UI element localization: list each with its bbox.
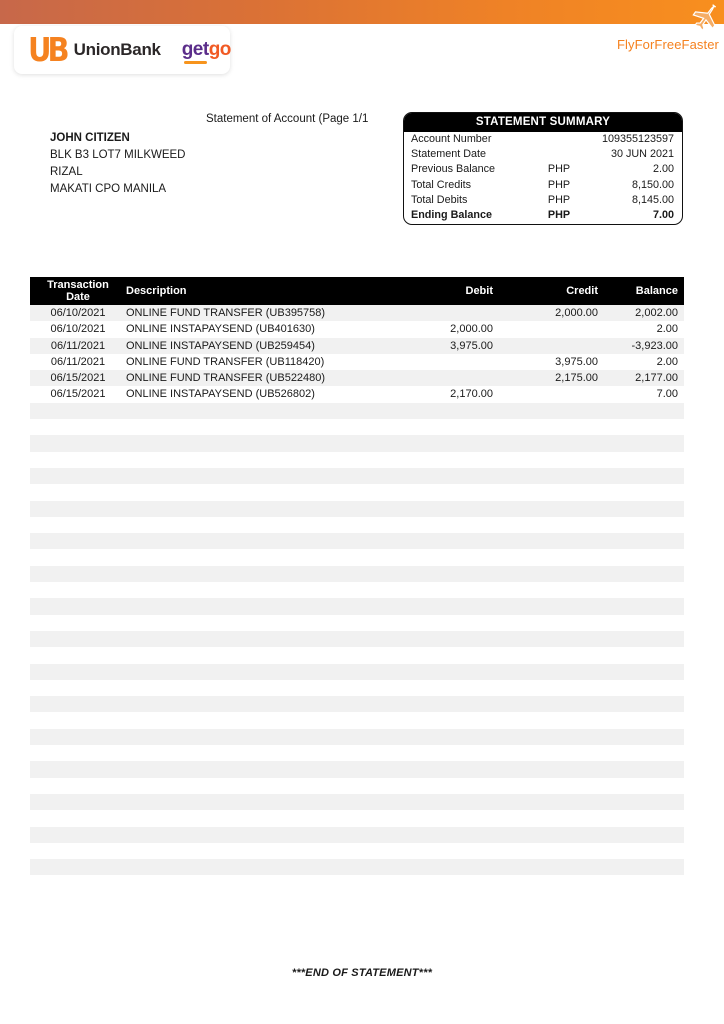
cell-description (126, 696, 348, 712)
cell-transaction-date (30, 517, 126, 533)
table-row (30, 549, 684, 565)
cell-description (126, 680, 348, 696)
cell-credit (493, 386, 598, 402)
cell-debit (348, 696, 493, 712)
cell-description (126, 745, 348, 761)
cell-debit (348, 827, 493, 843)
table-row (30, 501, 684, 517)
summary-value: 30 JUN 2021 (610, 148, 674, 161)
cell-description: ONLINE INSTAPAYSEND (UB259454) (126, 339, 315, 352)
summary-currency: PHP (547, 208, 571, 221)
cell-credit (493, 712, 598, 728)
summary-label: Ending Balance (411, 208, 492, 221)
cell-debit (348, 305, 493, 321)
cell-credit (493, 794, 598, 810)
cell-balance: 2,177.00 (635, 372, 678, 385)
cell-description (126, 435, 348, 451)
cell-transaction-date (30, 598, 126, 614)
summary-row (404, 208, 682, 223)
cell-balance (598, 647, 684, 663)
cell-description (126, 859, 348, 875)
cell-transaction-date: 06/15/2021 (50, 388, 106, 401)
summary-currency (536, 132, 582, 147)
cell-description (126, 566, 348, 582)
cell-credit: 2,175.00 (555, 372, 598, 385)
getgo-logo (182, 39, 231, 61)
table-row (30, 810, 684, 826)
table-row (30, 338, 684, 354)
cell-debit (348, 859, 493, 875)
cell-description: ONLINE FUND TRANSFER (UB118420) (126, 355, 325, 368)
cell-debit (348, 533, 493, 549)
cell-description (126, 712, 348, 728)
end-of-statement-note: ***END OF STATEMENT*** (291, 967, 433, 979)
cell-description (126, 761, 348, 777)
cell-balance (598, 403, 684, 419)
table-row (30, 517, 684, 533)
cell-description (126, 582, 348, 598)
cell-debit (348, 468, 493, 484)
table-row (30, 729, 684, 745)
getgo-underline (184, 61, 207, 64)
cell-debit (348, 712, 493, 728)
table-row (30, 745, 684, 761)
cell-balance (598, 631, 684, 647)
cell-balance: -3,923.00 (631, 339, 678, 352)
summary-label: Total Credits (411, 178, 472, 191)
cell-credit: 2,000.00 (555, 307, 598, 319)
cell-description (126, 827, 348, 843)
summary-value: 109355123597 (601, 133, 674, 145)
table-row (30, 484, 684, 500)
cell-debit (348, 484, 493, 500)
table-row (30, 321, 684, 337)
cell-debit (348, 435, 493, 451)
summary-row (404, 193, 682, 208)
cell-balance (598, 549, 684, 565)
recipient-address-line: RIZAL (50, 166, 83, 178)
column-header-description: Description (126, 285, 187, 297)
unionbank-logo-text: UnionBank (73, 40, 161, 59)
cell-debit (348, 810, 493, 826)
cell-balance (598, 598, 684, 614)
table-row (30, 712, 684, 728)
cell-balance (598, 745, 684, 761)
cell-credit (493, 419, 598, 435)
cell-balance (598, 566, 684, 582)
summary-value: 2.00 (652, 163, 674, 176)
summary-currency (536, 147, 582, 162)
cell-transaction-date: 06/11/2021 (50, 355, 106, 368)
cell-debit (348, 549, 493, 565)
cell-balance (598, 615, 684, 631)
cell-transaction-date (30, 647, 126, 663)
column-header-transaction-date: Transaction Date (47, 279, 109, 303)
cell-transaction-date: 06/10/2021 (50, 307, 106, 319)
cell-transaction-date (30, 859, 126, 875)
cell-balance (598, 696, 684, 712)
cell-transaction-date (30, 810, 126, 826)
summary-label: Account Number (411, 133, 492, 145)
summary-value: 7.00 (652, 208, 674, 221)
table-row (30, 386, 684, 402)
cell-description (126, 517, 348, 533)
cell-debit (348, 843, 493, 859)
cell-balance: 2.00 (656, 355, 678, 368)
cell-description (126, 647, 348, 663)
cell-balance (598, 680, 684, 696)
cell-transaction-date (30, 778, 126, 794)
cell-credit (493, 761, 598, 777)
cell-transaction-date (30, 435, 126, 451)
cell-debit (348, 664, 493, 680)
cell-transaction-date (30, 533, 126, 549)
cell-debit: 2,170.00 (450, 388, 493, 401)
table-row (30, 435, 684, 451)
table-row (30, 696, 684, 712)
cell-description (126, 729, 348, 745)
cell-balance (598, 794, 684, 810)
cell-description (126, 419, 348, 435)
cell-description: ONLINE FUND TRANSFER (UB395758) (126, 307, 326, 319)
cell-credit (493, 517, 598, 533)
cell-transaction-date (30, 712, 126, 728)
cell-description (126, 778, 348, 794)
cell-debit (348, 452, 493, 468)
table-row (30, 305, 684, 321)
cell-transaction-date: 06/15/2021 (50, 372, 106, 385)
cell-balance: 7.00 (656, 388, 678, 401)
cell-credit (493, 647, 598, 663)
table-row (30, 631, 684, 647)
table-row (30, 843, 684, 859)
table-row (30, 354, 684, 370)
recipient-address-block (50, 130, 186, 198)
cell-debit (348, 631, 493, 647)
cell-credit (493, 338, 598, 354)
summary-row (404, 162, 682, 177)
transaction-table-header (30, 277, 684, 305)
cell-credit (493, 549, 598, 565)
cell-transaction-date (30, 843, 126, 859)
cell-credit (493, 484, 598, 500)
cell-debit (348, 354, 493, 370)
cell-transaction-date (30, 403, 126, 419)
table-row (30, 582, 684, 598)
table-row (30, 370, 684, 386)
cell-description (126, 631, 348, 647)
getgo-logo-go: go (208, 39, 231, 60)
cell-credit (493, 696, 598, 712)
cell-balance (598, 435, 684, 451)
cell-balance: 2.00 (656, 323, 678, 336)
cell-balance (598, 843, 684, 859)
cell-description (126, 452, 348, 468)
cell-debit (348, 745, 493, 761)
cell-balance (598, 452, 684, 468)
cell-debit (348, 419, 493, 435)
table-row (30, 794, 684, 810)
tagline-flyforfreefaster: FlyForFreeFaster (616, 37, 719, 52)
cell-transaction-date (30, 501, 126, 517)
cell-transaction-date (30, 680, 126, 696)
logo-card (14, 26, 230, 74)
cell-description: ONLINE INSTAPAYSEND (UB401630) (126, 323, 315, 336)
recipient-address-line: BLK B3 LOT7 MILKWEED (50, 149, 186, 161)
cell-balance (598, 533, 684, 549)
summary-row (404, 178, 682, 193)
cell-transaction-date (30, 549, 126, 565)
cell-transaction-date (30, 827, 126, 843)
cell-debit (348, 370, 493, 386)
column-header-debit: Debit (465, 285, 493, 297)
cell-credit (493, 729, 598, 745)
table-row (30, 452, 684, 468)
cell-credit (493, 745, 598, 761)
cell-description (126, 533, 348, 549)
summary-label: Total Debits (411, 193, 468, 206)
cell-transaction-date (30, 484, 126, 500)
transaction-table (30, 277, 684, 875)
table-row (30, 859, 684, 875)
table-row (30, 598, 684, 614)
cell-debit (348, 615, 493, 631)
cell-balance (598, 761, 684, 777)
cell-credit (493, 680, 598, 696)
cell-balance (598, 501, 684, 517)
transaction-table-body (30, 305, 684, 875)
table-row (30, 403, 684, 419)
cell-balance (598, 827, 684, 843)
cell-credit (493, 827, 598, 843)
cell-transaction-date (30, 664, 126, 680)
cell-balance (598, 778, 684, 794)
cell-balance (598, 729, 684, 745)
cell-debit (348, 778, 493, 794)
table-row (30, 761, 684, 777)
table-row (30, 566, 684, 582)
cell-balance (598, 419, 684, 435)
recipient-name: JOHN CITIZEN (50, 132, 130, 144)
cell-balance (598, 484, 684, 500)
cell-debit (348, 761, 493, 777)
cell-description (126, 403, 348, 419)
summary-rows (404, 132, 682, 223)
cell-credit (493, 843, 598, 859)
cell-credit (493, 321, 598, 337)
summary-label: Previous Balance (411, 163, 496, 176)
cell-balance (598, 582, 684, 598)
recipient-address-line: MAKATI CPO MANILA (50, 183, 167, 195)
table-row (30, 533, 684, 549)
cell-credit (493, 566, 598, 582)
cell-debit (348, 582, 493, 598)
cell-credit: 3,975.00 (555, 355, 598, 368)
cell-description (126, 794, 348, 810)
cell-transaction-date (30, 615, 126, 631)
cell-credit (493, 533, 598, 549)
summary-currency: PHP (547, 193, 571, 206)
cell-balance (598, 664, 684, 680)
cell-description (126, 501, 348, 517)
cell-transaction-date (30, 696, 126, 712)
summary-row (404, 132, 682, 147)
summary-row (404, 147, 682, 162)
cell-description: ONLINE FUND TRANSFER (UB522480) (126, 372, 326, 385)
cell-debit (348, 598, 493, 614)
cell-credit (493, 435, 598, 451)
cell-credit (493, 664, 598, 680)
cell-transaction-date (30, 566, 126, 582)
table-row (30, 680, 684, 696)
cell-debit (348, 680, 493, 696)
header-gradient-bar (0, 0, 724, 24)
column-header-balance: Balance (635, 285, 678, 297)
cell-debit: 3,975.00 (450, 339, 493, 352)
table-row (30, 468, 684, 484)
summary-value: 8,150.00 (631, 178, 674, 191)
cell-transaction-date (30, 794, 126, 810)
summary-currency: PHP (547, 163, 571, 176)
cell-transaction-date (30, 729, 126, 745)
cell-transaction-date (30, 419, 126, 435)
cell-description: ONLINE INSTAPAYSEND (UB526802) (126, 388, 315, 401)
summary-value: 8,145.00 (631, 193, 674, 206)
cell-transaction-date (30, 452, 126, 468)
cell-credit (493, 501, 598, 517)
cell-credit (493, 631, 598, 647)
column-header-credit: Credit (566, 285, 598, 297)
cell-credit (493, 810, 598, 826)
table-row (30, 827, 684, 843)
cell-credit (493, 468, 598, 484)
cell-credit (493, 598, 598, 614)
cell-credit (493, 615, 598, 631)
cell-debit: 2,000.00 (450, 323, 493, 336)
cell-credit (493, 859, 598, 875)
airplane-icon (687, 3, 724, 39)
cell-credit (493, 582, 598, 598)
summary-title: STATEMENT SUMMARY (404, 113, 682, 132)
cell-debit (348, 794, 493, 810)
getgo-logo-get: get (181, 39, 209, 60)
summary-label: Statement Date (411, 148, 487, 161)
unionbank-logo-icon: UB (28, 30, 66, 69)
cell-description (126, 615, 348, 631)
cell-debit (348, 517, 493, 533)
cell-debit (348, 729, 493, 745)
cell-description (126, 484, 348, 500)
cell-transaction-date: 06/11/2021 (50, 339, 106, 352)
table-row (30, 647, 684, 663)
cell-credit (493, 778, 598, 794)
cell-balance: 2,002.00 (635, 307, 678, 319)
cell-description (126, 598, 348, 614)
cell-credit (493, 452, 598, 468)
statement-page-label: Statement of Account (Page 1/1 (206, 113, 369, 125)
cell-transaction-date (30, 745, 126, 761)
cell-description (126, 468, 348, 484)
cell-description (126, 549, 348, 565)
cell-debit (348, 403, 493, 419)
cell-description (126, 810, 348, 826)
cell-transaction-date (30, 761, 126, 777)
cell-balance (598, 810, 684, 826)
cell-debit (348, 566, 493, 582)
cell-balance (598, 859, 684, 875)
cell-transaction-date (30, 582, 126, 598)
cell-transaction-date: 06/10/2021 (50, 323, 106, 336)
cell-description (126, 843, 348, 859)
table-row (30, 778, 684, 794)
table-row (30, 615, 684, 631)
cell-balance (598, 468, 684, 484)
cell-debit (348, 501, 493, 517)
table-row (30, 664, 684, 680)
cell-description (126, 664, 348, 680)
cell-transaction-date (30, 468, 126, 484)
summary-currency: PHP (547, 178, 571, 191)
cell-transaction-date (30, 631, 126, 647)
cell-debit (348, 647, 493, 663)
table-row (30, 419, 684, 435)
cell-balance (598, 517, 684, 533)
statement-summary-box (403, 112, 683, 225)
cell-credit (493, 403, 598, 419)
cell-balance (598, 712, 684, 728)
